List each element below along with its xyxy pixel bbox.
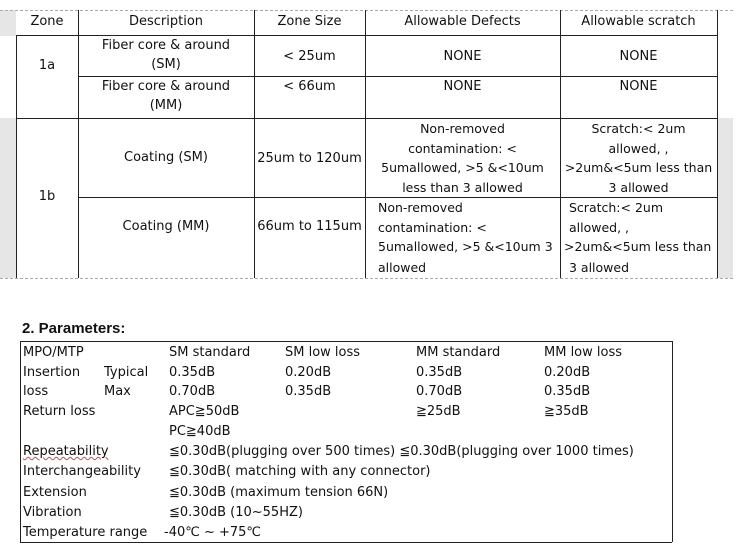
max-mm-low-loss: 0.35dB bbox=[544, 384, 591, 399]
extension-label: Extension bbox=[23, 485, 87, 500]
params-header-mm-low-loss: MM low loss bbox=[544, 345, 623, 360]
header-zone-size: Zone Size bbox=[277, 14, 342, 29]
max-label: Max bbox=[104, 384, 131, 399]
typical-label: Typical bbox=[104, 365, 149, 380]
row3-scratch-line3: >2um&<5um less than bbox=[564, 160, 713, 175]
interchangeability-value: ≦0.30dB( matching with any connector) bbox=[169, 464, 431, 479]
zone-1b-label: 1b bbox=[38, 189, 56, 204]
row3-defects-line2: contamination: < bbox=[408, 141, 517, 156]
row4-description: Coating (MM) bbox=[122, 219, 210, 234]
row2-zone-size: < 66um bbox=[283, 79, 336, 94]
return-loss-pc: PC≧40dB bbox=[169, 424, 231, 439]
header-allowable-defects: Allowable Defects bbox=[404, 14, 521, 29]
row3-description: Coating (SM) bbox=[124, 150, 208, 165]
max-sm-low-loss: 0.35dB bbox=[285, 384, 332, 399]
row3-scratch-line1: Scratch:< 2um bbox=[591, 121, 686, 136]
row4-scratch-line1: Scratch:< 2um bbox=[569, 200, 664, 215]
row1-description-line2: (SM) bbox=[151, 57, 181, 72]
row2-description-line1: Fiber core & around bbox=[101, 79, 231, 94]
row4-defects-line4: allowed bbox=[378, 260, 427, 275]
params-header-sm-standard: SM standard bbox=[169, 345, 251, 360]
row2-scratch: NONE bbox=[619, 79, 658, 94]
row1-zone-size: < 25um bbox=[283, 49, 336, 64]
params-header-mpo: MPO/MTP bbox=[23, 345, 84, 360]
temperature-value: -40℃ ~ +75℃ bbox=[164, 525, 262, 540]
row1-description-line1: Fiber core & around bbox=[101, 38, 231, 53]
row3-defects-line4: less than 3 allowed bbox=[402, 180, 523, 195]
return-loss-apc: APC≧50dB bbox=[169, 404, 240, 419]
return-loss-mm-standard: ≧25dB bbox=[416, 404, 461, 419]
row4-scratch-line3: >2um&<5um less than bbox=[564, 239, 712, 254]
vibration-label: Vibration bbox=[23, 505, 82, 520]
row4-scratch-line2: allowed, , bbox=[569, 220, 630, 235]
row3-scratch-line2: allowed, , bbox=[608, 141, 669, 156]
row4-defects-line1: Non-removed bbox=[378, 200, 463, 215]
insertion-label: Insertion bbox=[23, 365, 81, 380]
row2-description-line2: (MM) bbox=[149, 98, 183, 113]
row3-scratch-line4: 3 allowed bbox=[608, 180, 669, 195]
row4-zone-size: 66um to 115um bbox=[257, 219, 362, 234]
row1-defects: NONE bbox=[443, 49, 482, 64]
section-title: 2. Parameters: bbox=[22, 320, 126, 337]
temperature-label: Temperature range bbox=[23, 525, 148, 540]
row3-defects-line3: 5umallowed, >5 &<10um bbox=[381, 160, 544, 175]
typical-sm-standard: 0.35dB bbox=[169, 365, 216, 380]
typical-mm-standard: 0.35dB bbox=[416, 365, 463, 380]
header-description: Description bbox=[128, 14, 204, 29]
row4-defects-line3: 5umallowed, >5 &<10um 3 bbox=[378, 239, 553, 254]
row4-defects-line2: contamination: < bbox=[378, 220, 487, 235]
header-allowable-scratch: Allowable scratch bbox=[581, 14, 696, 29]
row2-defects: NONE bbox=[443, 79, 482, 94]
loss-label: loss bbox=[23, 384, 49, 399]
zone-1a-label: 1a bbox=[38, 58, 56, 73]
max-mm-standard: 0.70dB bbox=[416, 384, 463, 399]
header-zone: Zone bbox=[30, 14, 64, 29]
vibration-value: ≦0.30dB (10~55HZ) bbox=[169, 505, 303, 520]
row1-scratch: NONE bbox=[619, 49, 658, 64]
return-loss-label: Return loss bbox=[23, 404, 96, 419]
return-loss-mm-low-loss: ≧35dB bbox=[544, 404, 589, 419]
typical-mm-low-loss: 0.20dB bbox=[544, 365, 591, 380]
extension-value: ≦0.30dB (maximum tension 66N) bbox=[169, 485, 389, 500]
interchangeability-label: Interchangeability bbox=[23, 464, 141, 479]
typical-sm-low-loss: 0.20dB bbox=[285, 365, 332, 380]
row3-zone-size: 25um to 120um bbox=[257, 151, 362, 166]
params-header-sm-low-loss: SM low loss bbox=[285, 345, 361, 360]
row4-scratch-line4: 3 allowed bbox=[569, 260, 630, 275]
repeatability-value: ≦0.30dB(plugging over 500 times) ≦0.30dB(plugging over 1000 times) bbox=[169, 444, 634, 459]
params-header-mm-standard: MM standard bbox=[416, 345, 501, 360]
max-sm-standard: 0.70dB bbox=[169, 384, 216, 399]
repeatability-label: Repeatability bbox=[23, 444, 109, 459]
row3-defects-line1: Non-removed bbox=[420, 121, 505, 136]
